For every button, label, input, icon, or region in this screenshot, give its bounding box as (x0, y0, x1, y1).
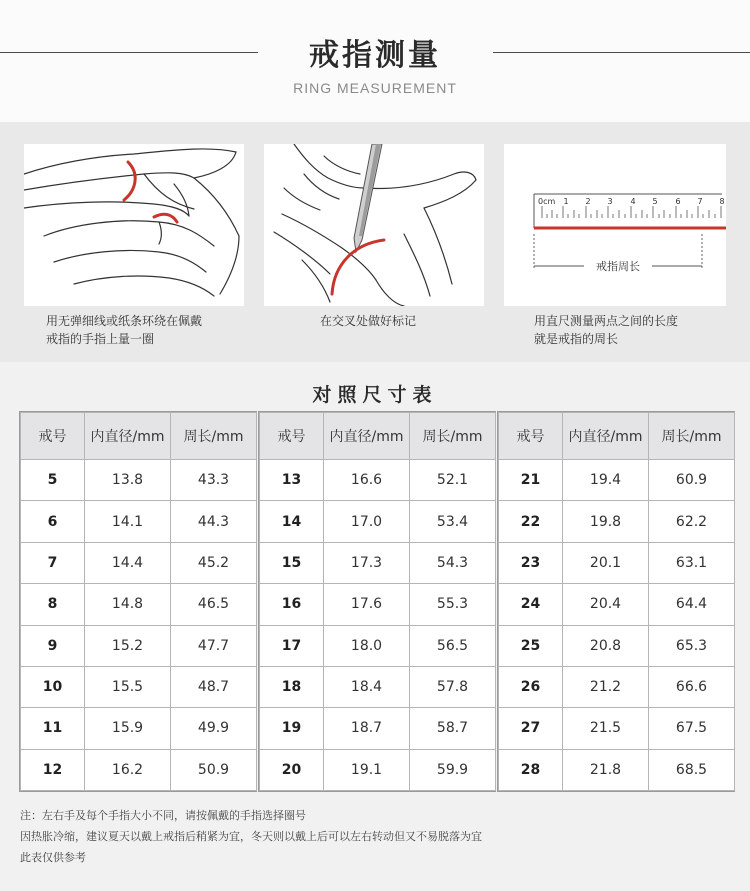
table-row (21, 708, 257, 749)
ruler-tick-label: 4 (630, 197, 636, 206)
table-row (260, 666, 496, 707)
table-row (260, 749, 496, 790)
ring-size: 12 (21, 749, 85, 790)
circumference: 58.7 (410, 708, 496, 749)
ring-size: 24 (499, 584, 563, 625)
ring-size: 13 (260, 460, 324, 501)
inner-diameter: 16.2 (85, 749, 171, 790)
table-row (260, 708, 496, 749)
ruler-tick-label: 5 (652, 197, 658, 206)
table-row (260, 501, 496, 542)
step1-caption-line1: 用无弹细线或纸条环绕在佩戴 (46, 314, 203, 328)
step1-illustration (24, 144, 244, 306)
table-row (260, 460, 496, 501)
step2-caption-line1: 在交叉处做好标记 (320, 314, 417, 328)
col-header-circumference: 周长/mm (410, 413, 496, 460)
col-header-circumference: 周长/mm (171, 413, 257, 460)
circumference: 65.3 (649, 625, 735, 666)
table-row (21, 584, 257, 625)
inner-diameter: 21.2 (563, 666, 649, 707)
table-row (499, 542, 735, 583)
ring-size: 16 (260, 584, 324, 625)
ring-size: 14 (260, 501, 324, 542)
circumference: 53.4 (410, 501, 496, 542)
step3-caption-line1: 用直尺测量两点之间的长度 (534, 314, 679, 328)
table-row (499, 666, 735, 707)
inner-diameter: 19.1 (324, 749, 410, 790)
ruler-tick-label: 3 (607, 197, 613, 206)
step2-caption (320, 312, 416, 330)
circumference: 49.9 (171, 708, 257, 749)
circumference: 45.2 (171, 542, 257, 583)
header (0, 0, 750, 122)
ring-size: 10 (21, 666, 85, 707)
ring-size: 7 (21, 542, 85, 583)
col-header-size: 戒号 (260, 413, 324, 460)
inner-diameter: 21.8 (563, 749, 649, 790)
ring-size: 17 (260, 625, 324, 666)
size-table (498, 412, 735, 791)
notes (20, 805, 482, 868)
inner-diameter: 14.8 (85, 584, 171, 625)
step3-illustration (504, 144, 726, 306)
inner-diameter: 14.1 (85, 501, 171, 542)
circumference: 64.4 (649, 584, 735, 625)
table-header-row (260, 413, 496, 460)
circumference: 47.7 (171, 625, 257, 666)
ruler-tick-label: 1 (563, 197, 569, 206)
col-header-diameter: 内直径/mm (563, 413, 649, 460)
circumference: 52.1 (410, 460, 496, 501)
col-header-size: 戒号 (499, 413, 563, 460)
page-title: 戒指测量 (309, 38, 441, 73)
inner-diameter: 20.8 (563, 625, 649, 666)
circumference: 46.5 (171, 584, 257, 625)
circumference: 60.9 (649, 460, 735, 501)
table-row (499, 708, 735, 749)
step3-caption (534, 312, 678, 348)
circumference: 54.3 (410, 542, 496, 583)
ruler-span-label: 戒指周长 (596, 260, 640, 273)
circumference: 48.7 (171, 666, 257, 707)
ring-size: 9 (21, 625, 85, 666)
table-row (499, 584, 735, 625)
col-header-size: 戒号 (21, 413, 85, 460)
circumference: 67.5 (649, 708, 735, 749)
circumference: 62.2 (649, 501, 735, 542)
table-row (21, 460, 257, 501)
table-row (260, 542, 496, 583)
table-header-row (21, 413, 257, 460)
ring-size: 23 (499, 542, 563, 583)
note-line: 此表仅供参考 (20, 851, 86, 864)
inner-diameter: 17.6 (324, 584, 410, 625)
step1-caption-line2: 戒指的手指上量一圈 (46, 332, 155, 346)
inner-diameter: 19.8 (563, 501, 649, 542)
circumference: 55.3 (410, 584, 496, 625)
ring-size: 28 (499, 749, 563, 790)
ring-size: 11 (21, 708, 85, 749)
step2-illustration (264, 144, 484, 306)
table-row (499, 460, 735, 501)
ring-size: 21 (499, 460, 563, 501)
ring-size: 8 (21, 584, 85, 625)
page-subtitle: RING MEASUREMENT (293, 80, 457, 96)
ring-size: 22 (499, 501, 563, 542)
inner-diameter: 13.8 (85, 460, 171, 501)
step1-caption (46, 312, 202, 348)
table-row (499, 625, 735, 666)
ruler-tick-label: 8 (719, 197, 725, 206)
circumference: 56.5 (410, 625, 496, 666)
size-table-block-1 (19, 411, 257, 792)
inner-diameter: 14.4 (85, 542, 171, 583)
ruler-tick-label: 2 (585, 197, 591, 206)
inner-diameter: 18.4 (324, 666, 410, 707)
ring-size: 25 (499, 625, 563, 666)
inner-diameter: 18.0 (324, 625, 410, 666)
circumference: 50.9 (171, 749, 257, 790)
col-header-diameter: 内直径/mm (324, 413, 410, 460)
circumference: 43.3 (171, 460, 257, 501)
inner-diameter: 15.5 (85, 666, 171, 707)
inner-diameter: 19.4 (563, 460, 649, 501)
circumference: 68.5 (649, 749, 735, 790)
inner-diameter: 17.0 (324, 501, 410, 542)
size-table-block-2 (258, 411, 496, 792)
circumference: 63.1 (649, 542, 735, 583)
ruler-tick-label: 6 (675, 197, 681, 206)
note-line: 因热胀冷缩，建议夏天以戴上戒指后稍紧为宜，冬天则以戴上后可以左右转动但又不易脱落为宜 (20, 830, 482, 843)
table-row (260, 625, 496, 666)
ring-size: 6 (21, 501, 85, 542)
inner-diameter: 18.7 (324, 708, 410, 749)
ring-size: 5 (21, 460, 85, 501)
ring-size: 19 (260, 708, 324, 749)
inner-diameter: 20.4 (563, 584, 649, 625)
table-row (21, 666, 257, 707)
col-header-circumference: 周长/mm (649, 413, 735, 460)
table-row (260, 584, 496, 625)
note-line: 注：左右手及每个手指大小不同，请按佩戴的手指选择圈号 (20, 809, 306, 822)
inner-diameter: 15.2 (85, 625, 171, 666)
size-table-block-3 (497, 411, 735, 792)
ring-size: 20 (260, 749, 324, 790)
ring-size: 18 (260, 666, 324, 707)
inner-diameter: 17.3 (324, 542, 410, 583)
circumference: 59.9 (410, 749, 496, 790)
ring-size: 26 (499, 666, 563, 707)
table-row (21, 749, 257, 790)
ring-size: 15 (260, 542, 324, 583)
table-row (21, 501, 257, 542)
table-row (499, 749, 735, 790)
table-header-row (499, 413, 735, 460)
circumference: 44.3 (171, 501, 257, 542)
step3-caption-line2: 就是戒指的周长 (534, 332, 619, 346)
circumference: 57.8 (410, 666, 496, 707)
inner-diameter: 15.9 (85, 708, 171, 749)
col-header-diameter: 内直径/mm (85, 413, 171, 460)
size-table-title: 对照尺寸表 (312, 384, 438, 406)
table-row (21, 625, 257, 666)
table-row (499, 501, 735, 542)
inner-diameter: 16.6 (324, 460, 410, 501)
inner-diameter: 20.1 (563, 542, 649, 583)
circumference: 66.6 (649, 666, 735, 707)
size-table (259, 412, 496, 791)
size-table (20, 412, 257, 791)
table-row (21, 542, 257, 583)
ruler-tick-label: 7 (697, 197, 703, 206)
inner-diameter: 21.5 (563, 708, 649, 749)
ring-size: 27 (499, 708, 563, 749)
ruler-zero-label: 0cm (538, 197, 556, 206)
